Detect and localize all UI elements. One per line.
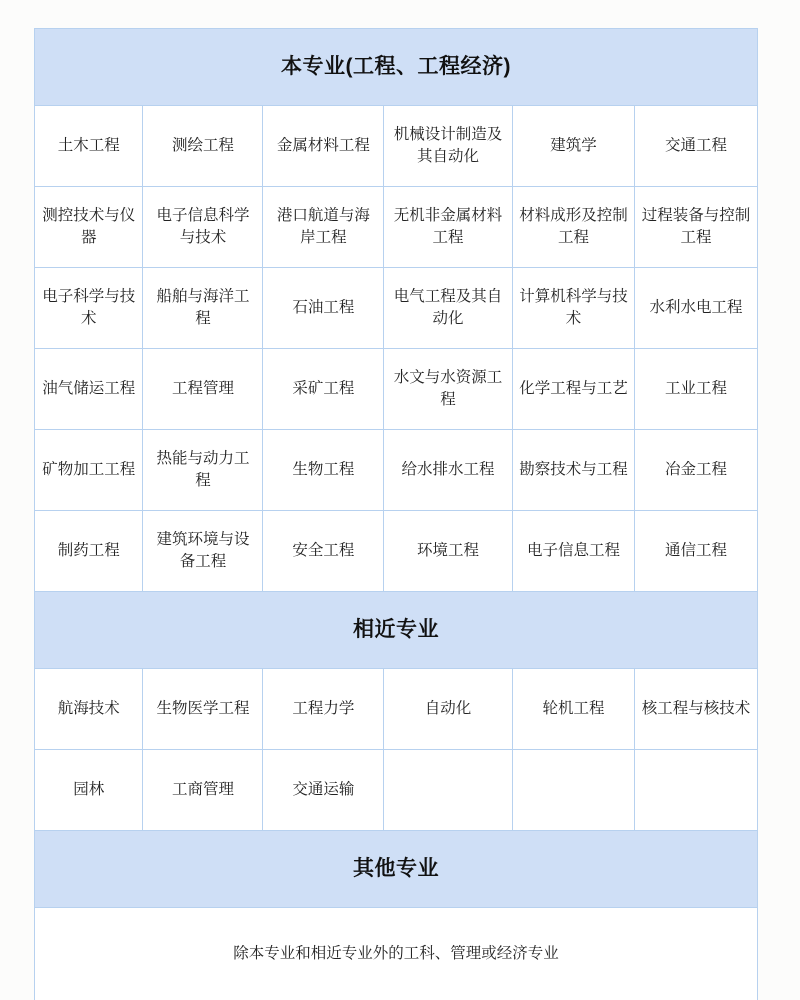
major-cell: 无机非金属材料工程 (384, 187, 513, 268)
major-cell: 园林 (35, 750, 143, 831)
table-row (35, 187, 758, 268)
major-cell: 测绘工程 (143, 106, 263, 187)
major-cell: 建筑学 (512, 106, 634, 187)
table-row (35, 511, 758, 592)
major-cell: 计算机科学与技术 (512, 268, 634, 349)
table-row (35, 268, 758, 349)
major-cell: 船舶与海洋工程 (143, 268, 263, 349)
major-cell: 制药工程 (35, 511, 143, 592)
major-cell: 生物工程 (263, 430, 384, 511)
major-cell: 工程力学 (263, 669, 384, 750)
major-cell: 通信工程 (635, 511, 758, 592)
table-row (35, 106, 758, 187)
major-cell: 港口航道与海岸工程 (263, 187, 384, 268)
major-cell: 轮机工程 (512, 669, 634, 750)
major-cell: 水文与水资源工程 (384, 349, 513, 430)
major-cell: 建筑环境与设备工程 (143, 511, 263, 592)
section-header-row (35, 592, 758, 669)
table-row (35, 430, 758, 511)
major-cell: 给水排水工程 (384, 430, 513, 511)
major-cell: 土木工程 (35, 106, 143, 187)
major-cell: 石油工程 (263, 268, 384, 349)
major-cell: 工程管理 (143, 349, 263, 430)
table-row (35, 669, 758, 750)
major-cell: 航海技术 (35, 669, 143, 750)
major-cell: 测控技术与仪器 (35, 187, 143, 268)
major-cell: 材料成形及控制工程 (512, 187, 634, 268)
major-cell: 生物医学工程 (143, 669, 263, 750)
major-cell: 电子科学与技术 (35, 268, 143, 349)
section-header: 其他专业 (35, 831, 758, 908)
other-majors-note: 除本专业和相近专业外的工科、管理或经济专业 (35, 908, 758, 1000)
major-cell: 电子信息科学与技术 (143, 187, 263, 268)
major-cell: 化学工程与工艺 (512, 349, 634, 430)
major-cell: 电子信息工程 (512, 511, 634, 592)
section-header: 相近专业 (35, 592, 758, 669)
section-header-row (35, 29, 758, 106)
major-cell: 冶金工程 (635, 430, 758, 511)
major-cell: 金属材料工程 (263, 106, 384, 187)
empty-cell (384, 750, 513, 831)
major-cell: 交通运输 (263, 750, 384, 831)
major-cell: 电气工程及其自动化 (384, 268, 513, 349)
major-cell: 工商管理 (143, 750, 263, 831)
major-cell: 自动化 (384, 669, 513, 750)
major-cell: 工业工程 (635, 349, 758, 430)
major-cell: 水利水电工程 (635, 268, 758, 349)
major-cell: 勘察技术与工程 (512, 430, 634, 511)
major-cell: 机械设计制造及其自动化 (384, 106, 513, 187)
majors-eligibility-table (34, 28, 758, 1000)
major-cell: 安全工程 (263, 511, 384, 592)
major-cell: 核工程与核技术 (635, 669, 758, 750)
major-cell: 采矿工程 (263, 349, 384, 430)
section-header: 本专业(工程、工程经济) (35, 29, 758, 106)
empty-cell (512, 750, 634, 831)
major-cell: 油气储运工程 (35, 349, 143, 430)
table-row (35, 349, 758, 430)
major-cell: 矿物加工工程 (35, 430, 143, 511)
section-header-row (35, 831, 758, 908)
major-cell: 环境工程 (384, 511, 513, 592)
major-cell: 交通工程 (635, 106, 758, 187)
table-row (35, 750, 758, 831)
major-cell: 过程装备与控制工程 (635, 187, 758, 268)
empty-cell (635, 750, 758, 831)
major-cell: 热能与动力工程 (143, 430, 263, 511)
note-row (35, 908, 758, 1000)
